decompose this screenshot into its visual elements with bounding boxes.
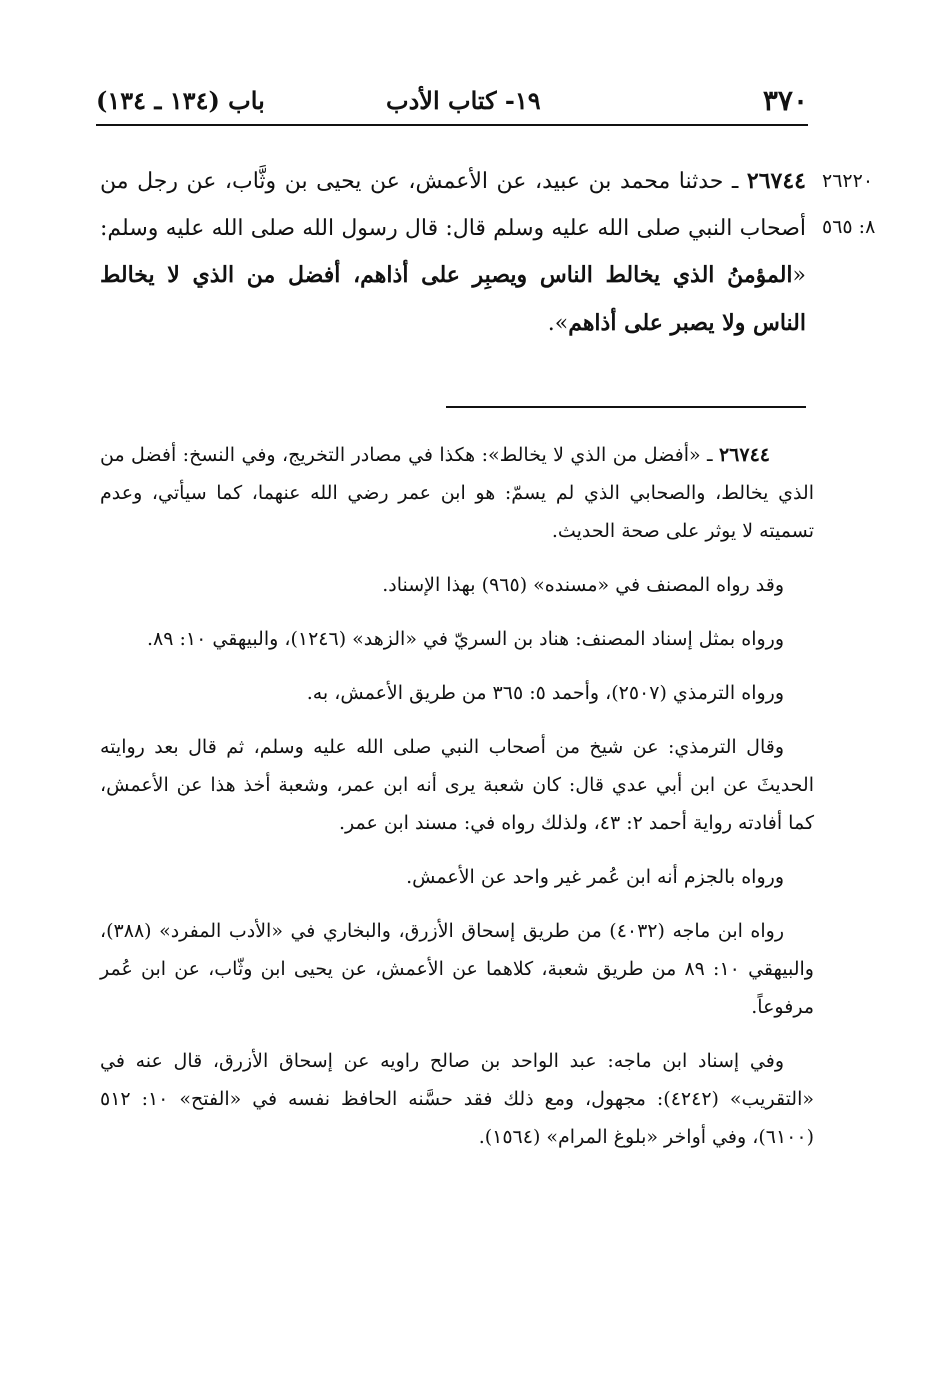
footnote-paragraph: وقال الترمذي: عن شيخ من أصحاب النبي صلى الله عليه وسلم، ثم قال بعد روايته الحديثَ عن ابن أبي عدي قال: كان شعبة يرى أنه ابن عمر، وشعبة أخذ هذا عن الأعمش، كما أفادته رواية أحمد ٢: ٤٣، ولذلك رواه في: مسند ابن عمر. [100,736,814,834]
footnote-text: ـ «أفضل من الذي لا يخالط»: هكذا في مصادر التخريج، وفي النسخ: أفضل من الذي يخالط، والصحابي الذي لم يسمّ: هو ابن عمر رضي الله عنهما، كما سيأتي، وعدم تسميته لا يوثر على صحة الحديث. [100,444,814,542]
hadith-narration: ـ حدثنا محمد بن عبيد، عن الأعمش، عن يحيى بن وثَّاب، عن رجل من أصحاب النبي صلى الله عليه وسلم قال: قال رسول الله صلى الله عليه وسلم: « [100,169,806,288]
footnote-rule [446,406,806,408]
hadith-text [100,158,806,347]
hadith-number: ٢٦٧٤٤ [746,168,806,194]
header-rule [96,124,808,126]
footnote-paragraph [100,436,814,550]
page-header [96,84,808,124]
footnote-paragraph: ورواه بمثل إسناد المصنف: هناد بن السريّ في «الزهد» (١٢٤٦)، والبيهقي ١٠: ٨٩. [147,628,784,650]
hadith-quote: المؤمنُ الذي يخالط الناس ويصبِر على أذاهم، أفضل من الذي لا يخالط الناس ولا يصبر على أذاهم [100,262,806,336]
footnote-paragraph: رواه ابن ماجه (٤٠٣٢) من طريق إسحاق الأزرق، والبخاري في «الأدب المفرد» (٣٨٨)، والبيهقي ١٠: ٨٩ من طريق شعبة، كلاهما عن الأعمش، عن يحيى ابن وثّاب، عن ابن عُمر مرفوعاً. [100,920,814,1018]
hadith-closing: ». [547,310,569,336]
chapter-title: باب (١٣٤ ـ ١٣٤) [96,86,265,115]
margin-reference: ٨: ٥٦٥ [822,216,876,238]
margin-reference: ٢٦٢٢٠ [822,170,874,192]
footnote-paragraph: ورواه الترمذي (٢٥٠٧)، وأحمد ٥: ٣٦٥ من طريق الأعمش، به. [306,682,784,704]
book-title: ١٩- كتاب الأدب [386,86,541,115]
footnote-number: ٢٦٧٤٤ [718,444,770,466]
page-number: ٣٧٠ [762,84,808,117]
footnote-paragraph: وفي إسناد ابن ماجه: عبد الواحد بن صالح راويه عن إسحاق الأزرق، قال عنه في «التقريب» (٤٢٤٢): مجهول، ومع ذلك فقد حسَّنه الحافظ نفسه في «الفتح» ١٠: ٥١٢ (٦١٠٠)، وفي أواخر «بلوغ المرام» (١٥٦٤). [100,1050,814,1148]
footnote-paragraph: ورواه بالجزم أنه ابن عُمر غير واحد عن الأعمش. [406,866,784,888]
footnotes [100,436,814,1172]
footnote-paragraph: وقد رواه المصنف في «مسنده» (٩٦٥) بهذا الإسناد. [382,574,784,596]
